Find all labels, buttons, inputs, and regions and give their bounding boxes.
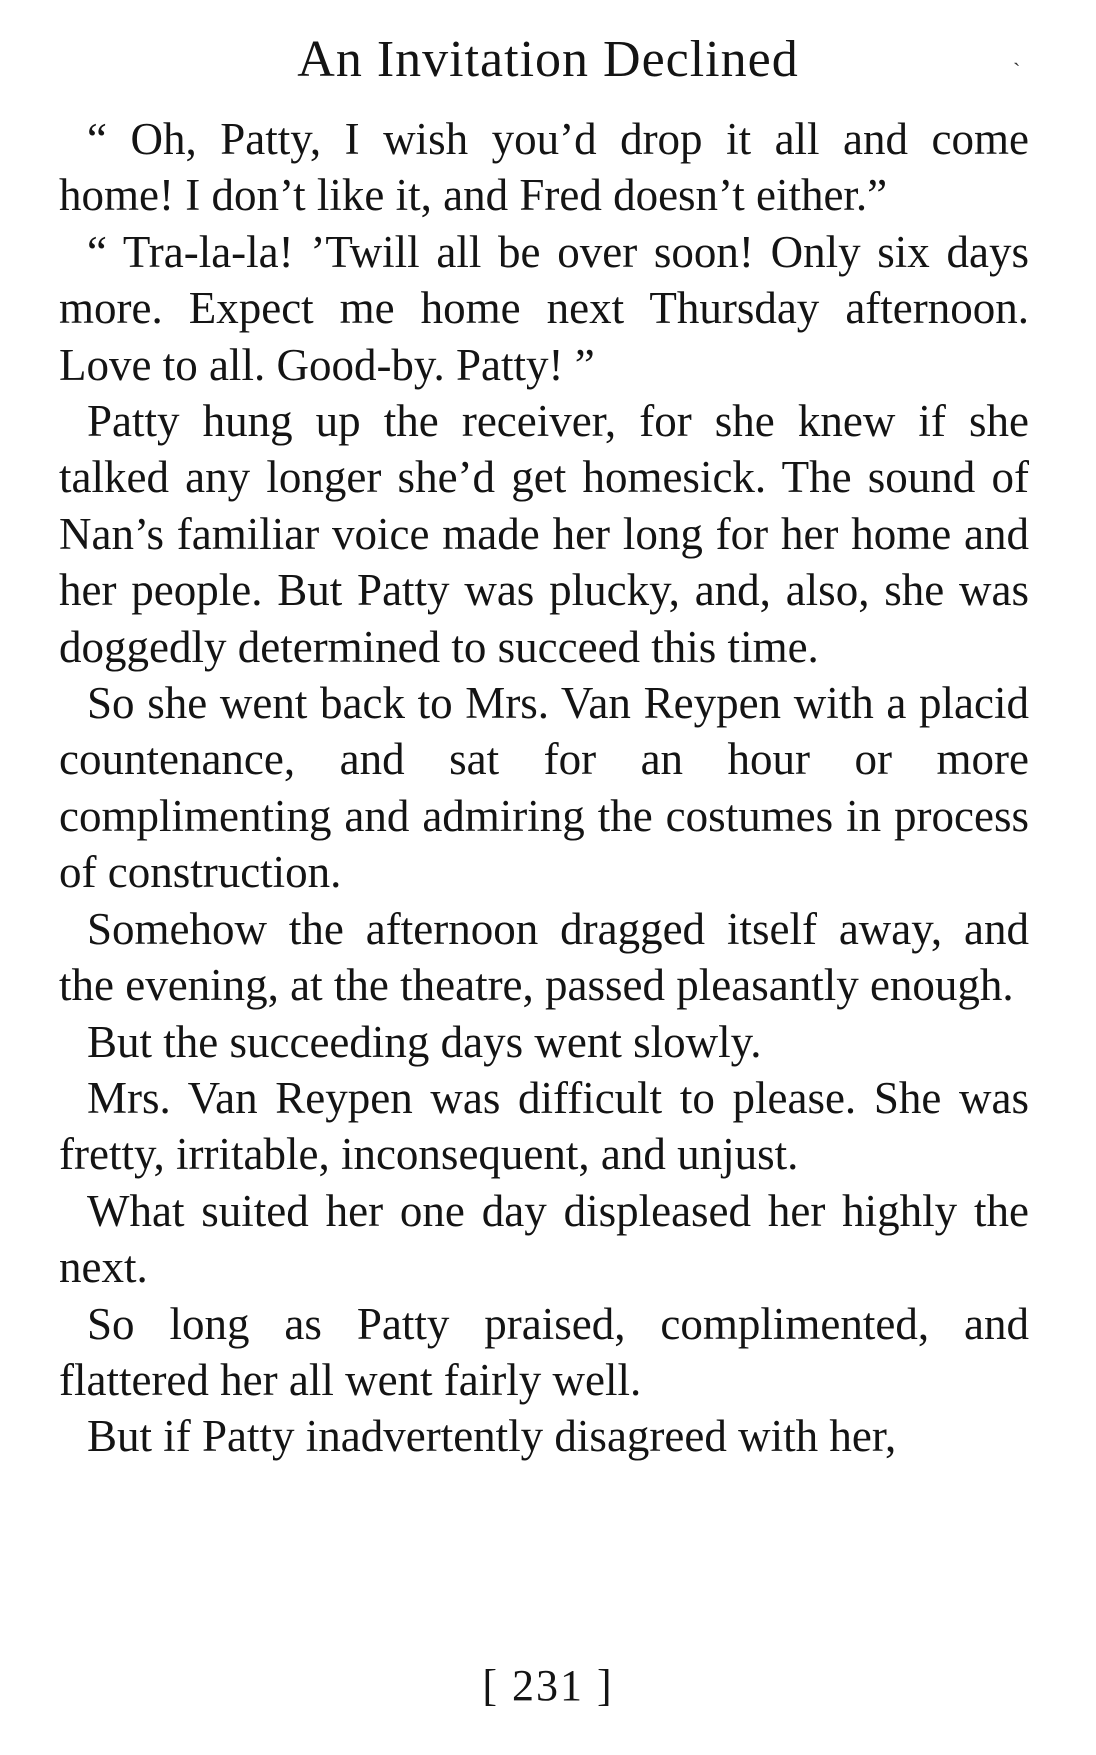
paragraph-6: But the succeeding days went slowly.	[87, 1016, 762, 1067]
paragraph-3: Patty hung up the receiver, for she knew if she talked any longer she’d get homesick. The sound of Nan’s familiar voice made her long for her home and her people. But Patty was plucky, and, also, she was doggedly determined to succeed this time.	[59, 396, 1029, 672]
page-number: [ 231 ]	[482, 1661, 614, 1710]
body-text	[59, 111, 1029, 1465]
running-head-title: An Invitation Declined	[297, 31, 799, 88]
paragraph-5: Somehow the afternoon dragged itself away, and the evening, at the theatre, passed pleasantly enough.	[59, 903, 1029, 1011]
paragraph-2: “ Tra-la-la! ’Twill all be over soon! Only six days more. Expect me home next Thursday afternoon. Love to all. Good-by. Patty! ”	[59, 226, 1029, 390]
paragraph-7: Mrs. Van Reypen was difficult to please. She was fretty, irritable, inconsequent, and unjust.	[59, 1072, 1029, 1180]
paragraph-10: But if Patty inadvertently disagreed with her,	[87, 1411, 897, 1462]
paragraph-9: So long as Patty praised, complimented, and flattered her all went fairly well.	[59, 1298, 1029, 1405]
margin-mark: `	[1013, 58, 1021, 83]
paragraph-4: So she went back to Mrs. Van Reypen with a placid countenance, and sat for an hour or more complimenting and admiring the costumes in process of construction.	[59, 678, 1029, 898]
paragraph-8: What suited her one day displeased her highly the next.	[59, 1185, 1029, 1293]
paragraph-1: “ Oh, Patty, I wish you’d drop it all and come home! I don’t like it, and Fred doesn’t either.”	[59, 114, 1029, 221]
